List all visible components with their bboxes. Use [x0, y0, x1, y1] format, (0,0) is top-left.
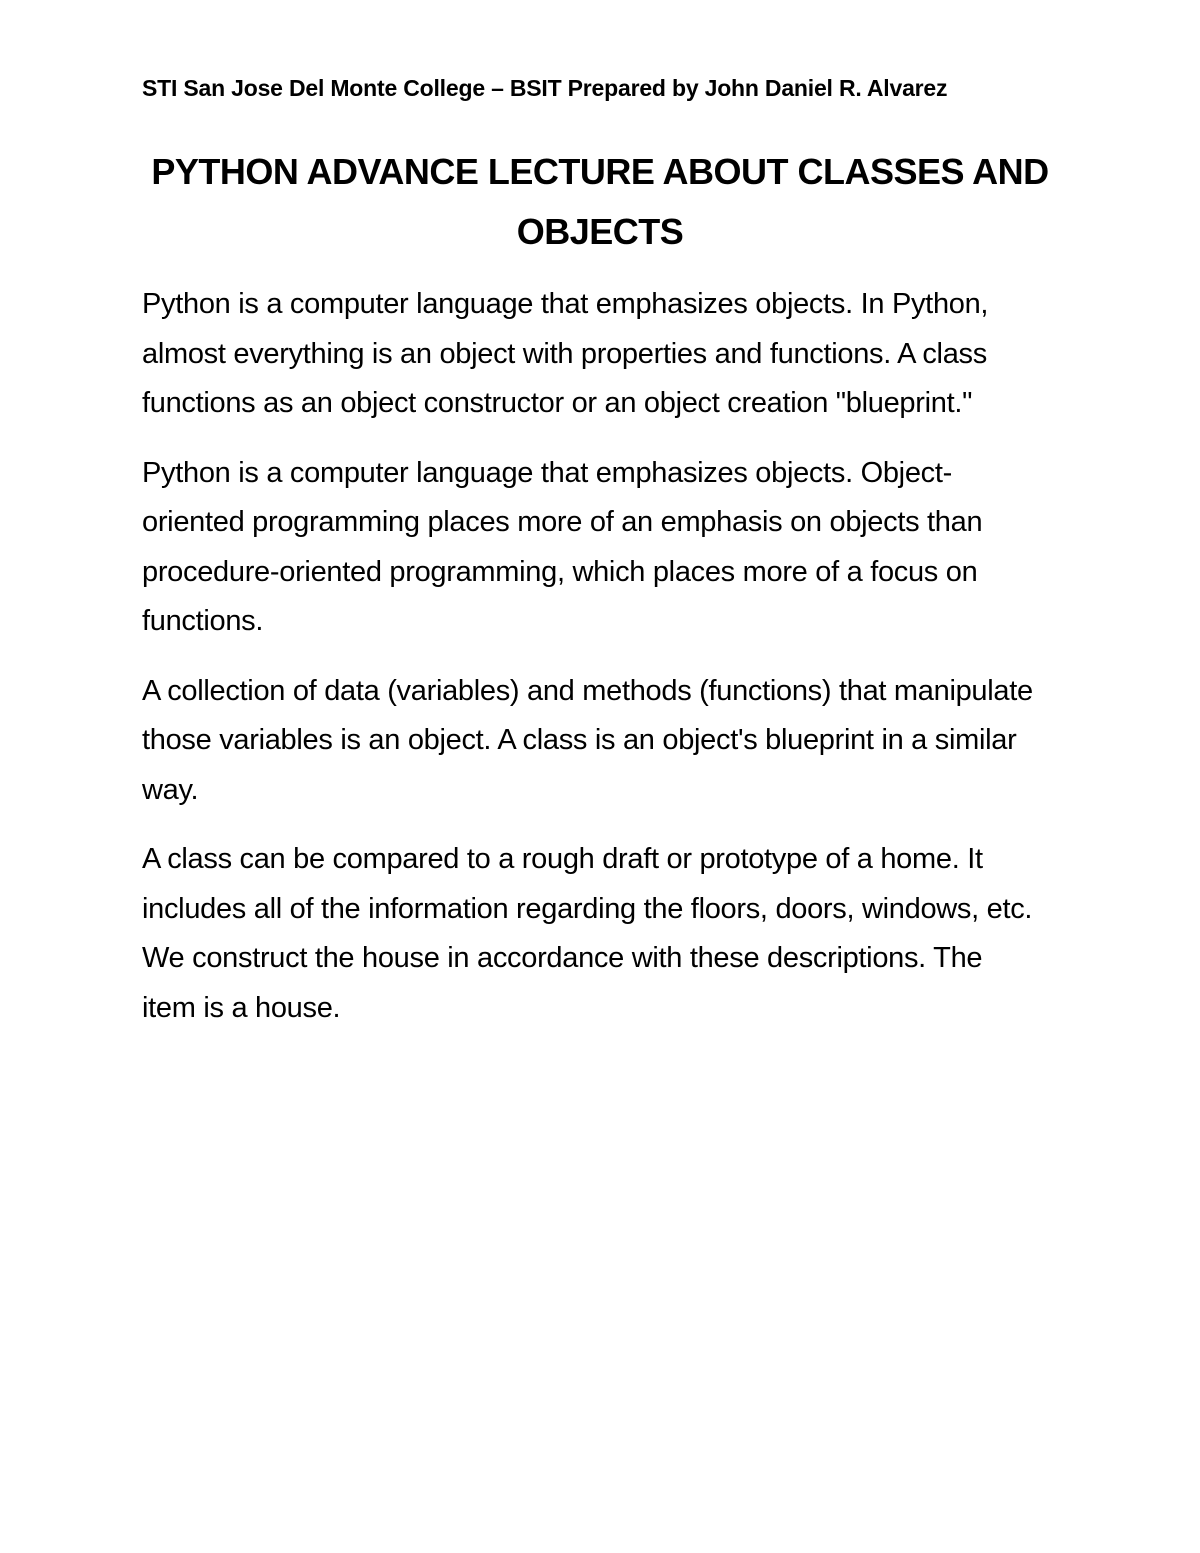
document-body [142, 280, 1042, 1053]
paragraph-4: A class can be compared to a rough draft or prototype of a home. It includes all of the information regarding the floors, doors, windows, etc. We construct the house in accordance with these descriptions. The item is a house. [142, 843, 1033, 1024]
page-header: STI San Jose Del Monte College – BSIT Prepared by John Daniel R. Alvarez [142, 75, 948, 101]
paragraph-2: Python is a computer language that emphasizes objects. Object-oriented programming places more of an emphasis on objects than procedure-oriented programming, which places more of a focus on functions. [142, 456, 983, 637]
paragraph-3: A collection of data (variables) and methods (functions) that manipulate those variables is an object. A class is an object's blueprint in a similar way. [142, 674, 1033, 806]
paragraph-1: Python is a computer language that emphasizes objects. In Python, almost everything is an object with properties and functions. A class functions as an object constructor or an object creation "blueprint." [142, 288, 989, 419]
document-title: PYTHON ADVANCE LECTURE ABOUT CLASSES AND OBJECTS [151, 151, 1049, 252]
